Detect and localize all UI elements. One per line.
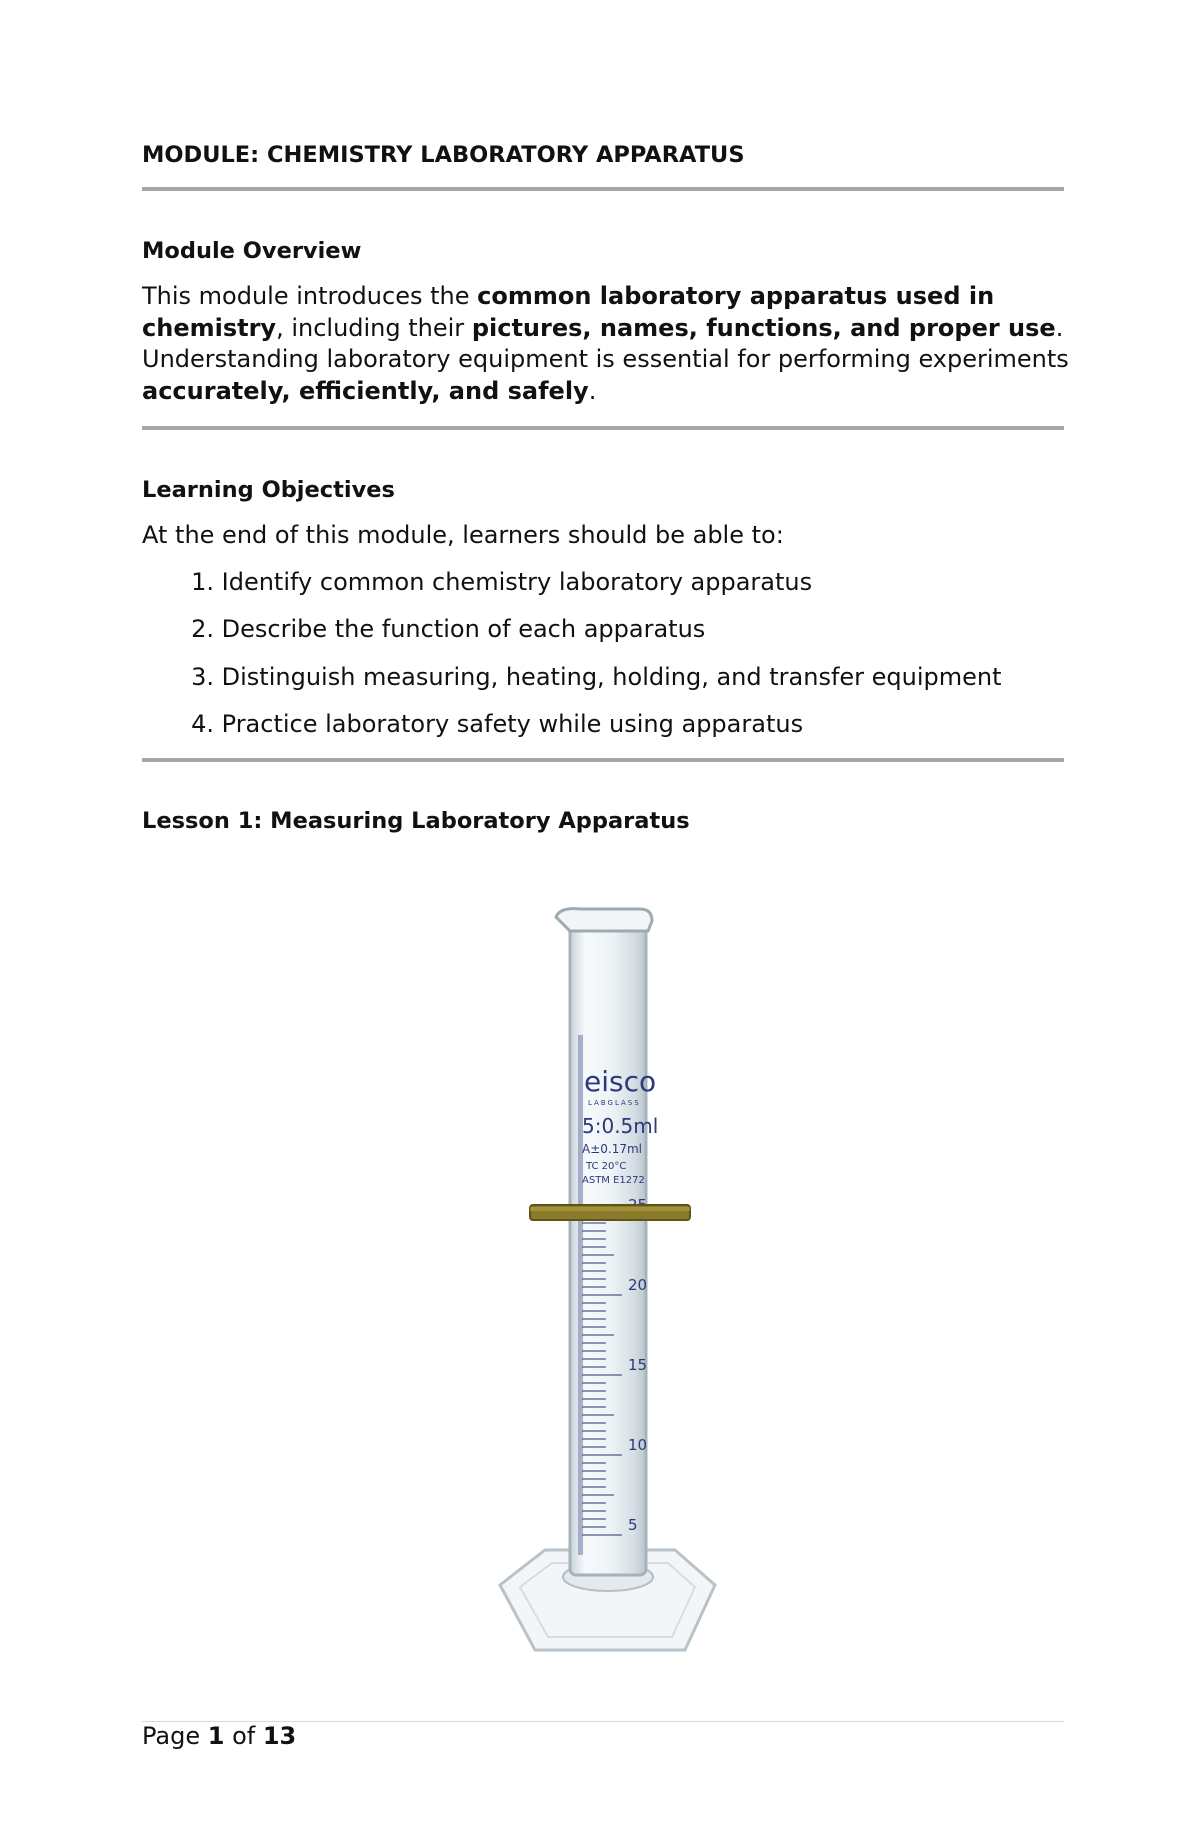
standard-label: ASTM E1272 [582,1175,645,1186]
scale-label: 15 [628,1356,648,1374]
overview-heading: Module Overview [142,238,362,264]
scale-label: 5 [628,1516,638,1534]
objective-text: Identify common chemistry laboratory apparatus [221,568,813,596]
total-pages-number: 13 [262,1722,297,1750]
objective-item [142,568,812,596]
objective-item [142,615,705,643]
brand-subtitle: LABGLASS [588,1099,641,1107]
overview-bold-2: pictures, names, functions, and proper use [471,313,1056,342]
temperature-label: TC 20°C [586,1161,627,1172]
objective-number: 4. [191,710,214,738]
objective-number: 1. [191,568,214,596]
overview-text-1: This module introduces the [142,282,478,310]
page-footer [142,1722,296,1750]
overview-bold-3: accurately, efficiently, and safely [142,376,589,405]
capacity-label: 5:0.5ml [582,1114,659,1138]
divider [142,758,1064,762]
overview-text-3: . Understanding laboratory equipment is essential for performing experiments [142,313,1069,373]
objective-number: 2. [191,615,214,643]
current-page-number: 1 [207,1722,225,1750]
footer-prefix: Page [142,1722,208,1750]
objective-item [142,710,803,738]
scale-label: 20 [628,1276,648,1294]
objective-text: Distinguish measuring, heating, holding, and transfer equipment [221,663,1002,691]
objectives-heading: Learning Objectives [142,477,395,503]
overview-bold-1: common laboratory apparatus used in chemistry [142,282,995,342]
objective-number: 3. [191,663,214,691]
divider [142,426,1064,430]
graduated-cylinder-image [490,905,730,1665]
module-title: MODULE: CHEMISTRY LABORATORY APPARATUS [142,142,745,168]
cylinder-spout [556,909,652,931]
objectives-intro: At the end of this module, learners should be able to: [142,521,784,549]
objective-item [142,663,1002,691]
footer-of: of [224,1722,263,1750]
scale-label: 10 [628,1436,648,1454]
lesson-heading: Lesson 1: Measuring Laboratory Apparatus [142,808,690,834]
overview-text-4: . [588,376,597,405]
brand-logo: eisco [584,1065,657,1098]
overview-text-2: , including their [276,313,472,342]
objective-text: Describe the function of each apparatus [221,615,706,643]
objective-text: Practice laboratory safety while using apparatus [221,710,804,738]
overview-paragraph [142,281,1082,407]
tolerance-label: A±0.17ml [582,1142,643,1156]
divider [142,187,1064,191]
